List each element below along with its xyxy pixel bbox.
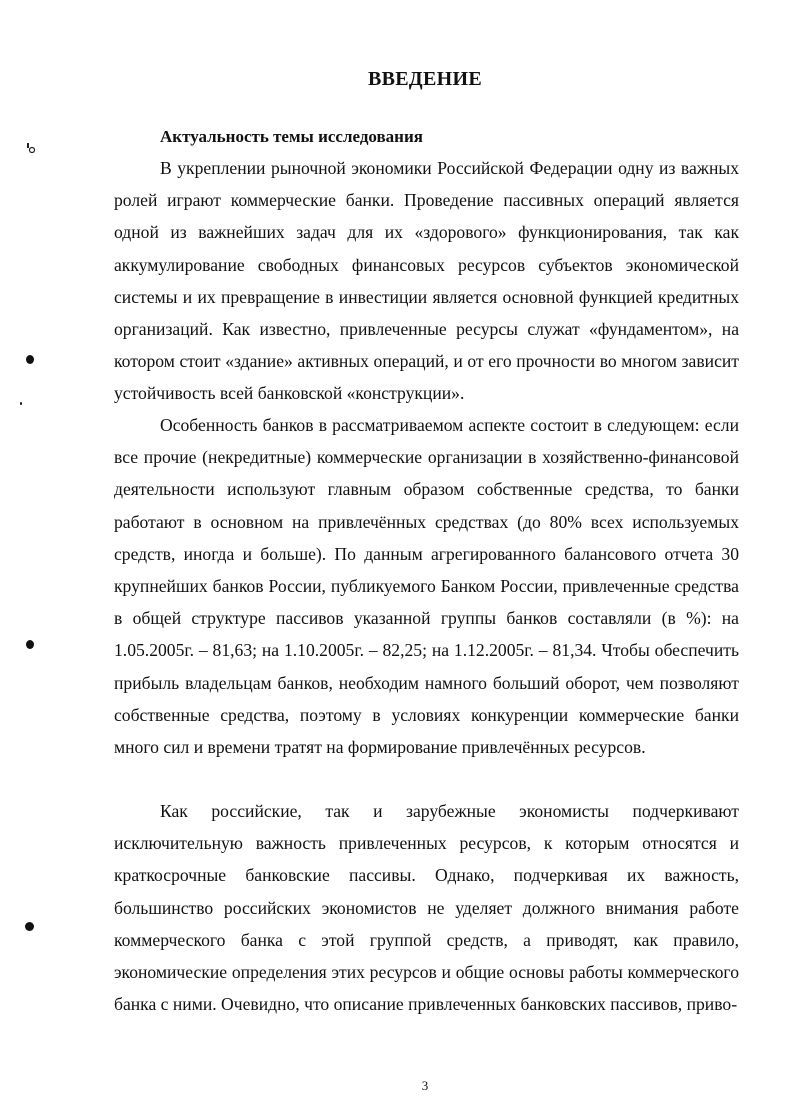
paragraph: В укреплении рыночной экономики Российской Федерации одну из важных ролей играют коммерческие банки. Проведение пассивных операций является одной из важнейших задач для их «здорового» функционирования, так как аккумулирование свободных финансовых ресурсов субъектов экономической системы и их превращение в инвестиции является основной функцией кредитных организаций. Как известно, привлеченные ресурсы служат «фундаментом», на котором стоит «здание» активных операций, и от его прочности во многом зависит устойчивость всей банковской «конструкции». — [114, 158, 739, 404]
page-title: ВВЕДЕНИЕ — [368, 68, 482, 90]
paragraph: Особенность банков в рассматриваемом аспекте состоит в следующем: если все прочие (некредитные) коммерческие организации в хозяйственно-финансовой деятельности используют главным образом собственные средства, то банки работают в основном на привлечённых средствах (до 80% всех используемых средств, иногда и больше). По данным агрегированного балансового отчета 30 крупнейших банков России, публикуемого Банком России, привлеченные средства в общей структуре пассивов указанной группы банков составляли (в %): на 1.05.2005г. – 81,63; на 1.10.2005г. – 82,25; на 1.12.2005г. – 81,34. Чтобы обеспечить прибыль владельцам банков, необходим намного больший оборот, чем позволяют собственные средства, поэтому в условиях конкуренции коммерческие банки много сил и времени тратят на формирование привлечённых ресурсов. — [114, 415, 739, 758]
page-number: 3 — [421, 1078, 429, 1093]
scan-artifact-dot — [26, 355, 34, 364]
paragraph: Как российские, так и зарубежные экономисты подчеркивают исключительную важность привлеченных ресурсов, к которым относятся и краткосрочные банковские пассивы. Однако, подчеркивая их важность, большинство российских экономистов не уделяет должного внимания работе коммерческого банка с этой группой средств, а приводят, как правило, экономические определения этих ресурсов и общие основы работы коммерческого банка с ними. Очевидно, что описание привлеченных банковских пассивов, приво- — [114, 801, 739, 1015]
scan-artifact-dot — [26, 640, 34, 649]
scan-artifact-dot — [25, 922, 34, 931]
scan-artifact-dot — [20, 402, 22, 405]
scan-artifact-mark — [26, 142, 35, 153]
section-heading: Актуальность темы исследования — [160, 127, 423, 146]
